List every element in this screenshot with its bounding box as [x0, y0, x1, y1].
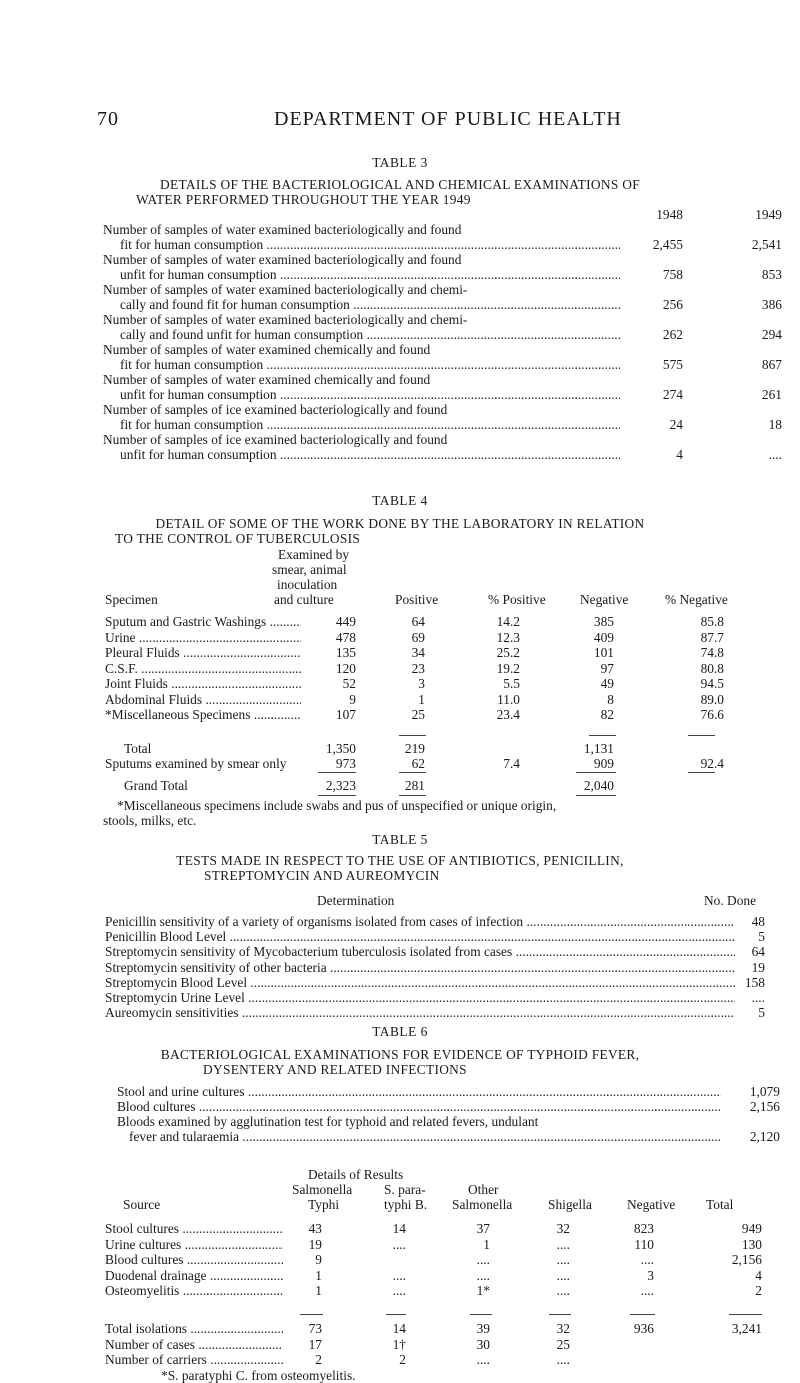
page-header-title: DEPARTMENT OF PUBLIC HEALTH — [274, 108, 622, 130]
table3-row-label-line1: Number of samples of water examined bacteriologically and chemi- — [103, 312, 468, 327]
table6-note-1: *S. paratyphi C. from osteomyelitis. — [161, 1368, 356, 1383]
table5-row-label: Penicillin sensitivity of a variety of organisms isolated from cases of infection ..... — [105, 914, 735, 929]
table3-title-line2: WATER PERFORMED THROUGHOUT THE YEAR 1949 — [136, 192, 471, 207]
table6-head-negative: Negative — [627, 1197, 676, 1212]
table6-row-c2: 14 — [392, 1221, 406, 1236]
table4-smear-pct-positive: 7.4 — [503, 756, 520, 771]
table3-col-1949: 1949 — [755, 207, 782, 222]
table4-head-examined-1: Examined by — [278, 547, 350, 562]
table4-row-positive: 25 — [411, 707, 425, 722]
table5-row-value: 48 — [751, 914, 765, 929]
table3-row-label-line2: unfit for human consumption ..... — [120, 447, 620, 462]
table4-row-examined: 107 — [335, 707, 356, 722]
table4-head-pct-positive: % Positive — [488, 592, 546, 607]
table3-title-line1: DETAILS OF THE BACTERIOLOGICAL AND CHEMICAL EXAMINATIONS OF — [160, 177, 640, 192]
table6-total-row-c5: 936 — [633, 1321, 654, 1336]
table5-row-value: 5 — [758, 1005, 765, 1020]
table5-title-line2: STREPTOMYCIN AND AUREOMYCIN — [204, 868, 440, 883]
table4-row-specimen: Abdominal Fluids ..... — [105, 692, 301, 707]
table5-row-label: Penicillin Blood Level ..... — [105, 929, 735, 944]
table4-row-pct-negative: 85.8 — [700, 614, 724, 629]
table6-bloods-line2: fever and tularaemia ..... — [129, 1129, 721, 1144]
table3-row-label-line2: cally and found fit for human consumption ..... — [120, 297, 620, 312]
table6-row-c6: 2,156 — [731, 1252, 762, 1267]
table5-row-label: Aureomycin sensitivities ..... — [105, 1005, 735, 1020]
table3-row-1949: .... — [768, 447, 782, 462]
table5-row-value: 19 — [751, 960, 765, 975]
table4-head-examined-3: inoculation — [277, 577, 338, 592]
table3-row-label-line1: Number of samples of water examined bacteriologically and chemi- — [103, 282, 468, 297]
table6-bloods-value: 2,120 — [749, 1129, 780, 1144]
table6-head-other-2: Salmonella — [452, 1197, 513, 1212]
table6-total-row-c1: 17 — [308, 1337, 322, 1352]
table3-row-1948: 758 — [662, 267, 683, 282]
table4-row-negative: 49 — [600, 676, 614, 691]
table6-row-c1: 9 — [315, 1252, 322, 1267]
table4-row-examined: 52 — [342, 676, 356, 691]
table5-row-value: 5 — [758, 929, 765, 944]
table4-total-examined: 1,350 — [325, 741, 356, 756]
table6-row-c3: 1 — [483, 1237, 490, 1252]
table4-smear-label: Sputums examined by smear only — [105, 756, 287, 771]
table6-row-source: Duodenal drainage ..... — [105, 1268, 283, 1283]
table6-row-c2: .... — [392, 1283, 406, 1298]
table3-row-label-line1: Number of samples of water examined chemically and found — [103, 342, 431, 357]
table4-head-specimen: Specimen — [105, 592, 158, 607]
table6-row-c3: 37 — [476, 1221, 490, 1236]
table4-head-positive: Positive — [395, 592, 439, 607]
table6-total-row-source: Number of carriers ..... — [105, 1352, 283, 1367]
table5-row-value: 64 — [751, 944, 765, 959]
table4-row-examined: 449 — [335, 614, 356, 629]
table3-row-1948: 262 — [662, 327, 683, 342]
table3-row-1948: 575 — [662, 357, 683, 372]
table5-row-value: 158 — [744, 975, 765, 990]
table6-summary-label: Stool and urine cultures ..... — [117, 1084, 721, 1099]
table3-row-label-line1: Number of samples of water examined bacteriologically and found — [103, 252, 462, 267]
table4-row-specimen: *Miscellaneous Specimens ..... — [105, 707, 301, 722]
table4-row-negative: 8 — [607, 692, 614, 707]
table6-title-line1: BACTERIOLOGICAL EXAMINATIONS FOR EVIDENCE OF TYPHOID FEVER, — [160, 1047, 640, 1062]
table4-smear-negative: 909 — [593, 756, 614, 771]
table6-total-row-c2: 2 — [399, 1352, 406, 1367]
table6-row-c2: .... — [392, 1237, 406, 1252]
table6-total-row-c3: 30 — [476, 1337, 490, 1352]
table4-head-examined-4: and culture — [274, 592, 334, 607]
table4-grand-examined: 2,323 — [325, 778, 356, 793]
table4-total-label: Total — [124, 741, 152, 756]
table4-footnote-1: *Miscellaneous specimens include swabs and pus of unspecified or unique origin, — [117, 798, 557, 813]
table6-total-row-c1: 73 — [308, 1321, 322, 1336]
table6-head-source: Source — [123, 1197, 161, 1212]
table6-row-c4: .... — [556, 1283, 570, 1298]
table4-footnote-2: stools, milks, etc. — [103, 813, 197, 828]
table4-row-positive: 64 — [411, 614, 425, 629]
table6-total-row-c3: 39 — [476, 1321, 490, 1336]
table6-total-row-c4: 32 — [556, 1321, 570, 1336]
table4-title-line1: DETAIL OF SOME OF THE WORK DONE BY THE LABORATORY IN RELATION — [155, 516, 645, 531]
table5-row-label: Streptomycin sensitivity of other bacteria ..... — [105, 960, 735, 975]
table5-row-label: Streptomycin Urine Level ..... — [105, 990, 735, 1005]
table6-row-c1: 1 — [315, 1268, 322, 1283]
table6-row-c6: 949 — [741, 1221, 762, 1236]
table4-row-positive: 34 — [411, 645, 425, 660]
table4-row-specimen: Joint Fluids ..... — [105, 676, 301, 691]
table3-row-1948: 256 — [662, 297, 683, 312]
table3-row-1949: 853 — [761, 267, 782, 282]
table6-total-row-source: Number of cases ..... — [105, 1337, 283, 1352]
table4-grand-positive: 281 — [404, 778, 425, 793]
table3-row-1949: 261 — [761, 387, 782, 402]
table3-row-1948: 274 — [662, 387, 683, 402]
table5-title-line1: TESTS MADE IN RESPECT TO THE USE OF ANTIBIOTICS, PENICILLIN, — [176, 853, 624, 868]
page-number: 70 — [97, 108, 119, 130]
table6-total-row-c3: .... — [476, 1352, 490, 1367]
table4-row-positive: 3 — [418, 676, 425, 691]
table6-row-source: Stool cultures ..... — [105, 1221, 283, 1236]
table6-summary-label: Blood cultures ..... — [117, 1099, 721, 1114]
table4-row-pct-positive: 23.4 — [496, 707, 520, 722]
table6-row-c5: 110 — [634, 1237, 654, 1252]
table3-row-label-line2: fit for human consumption ..... — [120, 417, 620, 432]
table4-row-negative: 82 — [600, 707, 614, 722]
table4-row-positive: 69 — [411, 630, 425, 645]
table6-row-c4: .... — [556, 1237, 570, 1252]
table4-label: TABLE 4 — [372, 493, 428, 508]
table4-row-pct-negative: 80.8 — [700, 661, 724, 676]
table3-row-1948: 24 — [669, 417, 683, 432]
table6-head-spara-2: typhi B. — [384, 1197, 428, 1212]
table6-row-c6: 4 — [755, 1268, 762, 1283]
table6-total-row-c2: 1† — [392, 1337, 406, 1352]
table4-row-pct-negative: 87.7 — [700, 630, 724, 645]
table6-row-c1: 1 — [315, 1283, 322, 1298]
table6-row-c3: .... — [476, 1252, 490, 1267]
table6-head-shigella: Shigella — [548, 1197, 592, 1212]
table6-summary-value: 2,156 — [749, 1099, 780, 1114]
table4-row-pct-positive: 14.2 — [496, 614, 520, 629]
table4-row-pct-positive: 19.2 — [496, 661, 520, 676]
table3-row-label-line2: cally and found unfit for human consumption ..... — [120, 327, 620, 342]
table3-label: TABLE 3 — [372, 155, 428, 170]
table3-row-1948: 4 — [676, 447, 683, 462]
table4-grand-label: Grand Total — [124, 778, 188, 793]
table4-row-specimen: Sputum and Gastric Washings ..... — [105, 614, 301, 629]
table5-label: TABLE 5 — [372, 832, 428, 847]
table6-row-c3: .... — [476, 1268, 490, 1283]
table6-head-salm-1: Salmonella — [292, 1182, 353, 1197]
table4-row-pct-negative: 94.5 — [700, 676, 724, 691]
table6-row-c4: .... — [556, 1268, 570, 1283]
table4-smear-pct-negative: 92.4 — [700, 756, 724, 771]
table4-row-negative: 409 — [593, 630, 614, 645]
table4-row-pct-positive: 11.0 — [497, 692, 520, 707]
table6-row-c5: 823 — [633, 1221, 654, 1236]
table3-row-1949: 2,541 — [751, 237, 782, 252]
table6-title-line2: DYSENTERY AND RELATED INFECTIONS — [203, 1062, 467, 1077]
table4-row-examined: 135 — [335, 645, 356, 660]
table4-head-negative: Negative — [580, 592, 629, 607]
table3-col-1948: 1948 — [656, 207, 683, 222]
table6-row-c5: .... — [640, 1252, 654, 1267]
table4-row-specimen: Pleural Fluids ..... — [105, 645, 301, 660]
table4-total-negative: 1,131 — [583, 741, 614, 756]
table3-row-label-line2: unfit for human consumption ..... — [120, 267, 620, 282]
table6-head-other-1: Other — [468, 1182, 499, 1197]
table6-row-c6: 2 — [755, 1283, 762, 1298]
table6-total-row-c4: 25 — [556, 1337, 570, 1352]
table6-label: TABLE 6 — [372, 1024, 428, 1039]
table6-row-c6: 130 — [741, 1237, 762, 1252]
table4-row-pct-positive: 12.3 — [496, 630, 520, 645]
table4-row-positive: 1 — [418, 692, 425, 707]
table3-row-1948: 2,455 — [652, 237, 683, 252]
table6-total-row-c6: 3,241 — [731, 1321, 762, 1336]
table3-row-1949: 867 — [761, 357, 782, 372]
table6-row-c3: 1* — [476, 1283, 490, 1298]
table4-row-negative: 101 — [593, 645, 614, 660]
table4-total-positive: 219 — [404, 741, 425, 756]
table5-row-label: Streptomycin Blood Level ..... — [105, 975, 735, 990]
table6-row-c4: .... — [556, 1252, 570, 1267]
table6-head-total: Total — [706, 1197, 734, 1212]
table6-row-c5: .... — [640, 1283, 654, 1298]
table4-row-pct-negative: 74.8 — [700, 645, 724, 660]
table4-row-specimen: C.S.F. ..... — [105, 661, 301, 676]
table5-row-value: .... — [751, 990, 765, 1005]
table4-row-pct-positive: 25.2 — [496, 645, 520, 660]
table3-row-label-line1: Number of samples of water examined chemically and found — [103, 372, 431, 387]
table6-total-row-source: Total isolations ..... — [105, 1321, 283, 1336]
table3-row-label-line2: unfit for human consumption ..... — [120, 387, 620, 402]
table4-title-line2: TO THE CONTROL OF TUBERCULOSIS — [115, 531, 361, 546]
table3-row-1949: 386 — [761, 297, 782, 312]
table4-row-negative: 385 — [593, 614, 614, 629]
table6-row-c5: 3 — [647, 1268, 654, 1283]
table4-row-examined: 9 — [349, 692, 356, 707]
table6-row-c1: 19 — [308, 1237, 322, 1252]
table6-summary-value: 1,079 — [749, 1084, 780, 1099]
table4-grand-negative: 2,040 — [583, 778, 614, 793]
table4-smear-positive: 62 — [411, 756, 425, 771]
table3-row-1949: 294 — [761, 327, 782, 342]
table3-row-1949: 18 — [768, 417, 782, 432]
table6-head-salm-2: Typhi — [308, 1197, 340, 1212]
table4-row-pct-negative: 89.0 — [700, 692, 724, 707]
table4-head-pct-negative: % Negative — [665, 592, 728, 607]
table3-row-label-line1: Number of samples of ice examined bacteriologically and found — [103, 402, 448, 417]
table6-results-title: Details of Results — [308, 1167, 404, 1182]
table4-row-pct-positive: 5.5 — [503, 676, 520, 691]
table6-head-spara-1: S. para- — [384, 1182, 426, 1197]
table6-row-c4: 32 — [556, 1221, 570, 1236]
table4-smear-examined: 973 — [335, 756, 356, 771]
table6-total-row-c2: 14 — [392, 1321, 406, 1336]
table6-row-source: Urine cultures ..... — [105, 1237, 283, 1252]
table5-head-determination: Determination — [317, 893, 395, 908]
table6-row-source: Osteomyelitis ..... — [105, 1283, 283, 1298]
table3-row-label-line2: fit for human consumption ..... — [120, 357, 620, 372]
table4-head-examined-2: smear, animal — [272, 562, 347, 577]
table6-total-row-c1: 2 — [315, 1352, 322, 1367]
table6-row-c1: 43 — [308, 1221, 322, 1236]
table5-head-no-done: No. Done — [704, 893, 757, 908]
table4-row-positive: 23 — [411, 661, 425, 676]
table5-row-label: Streptomycin sensitivity of Mycobacterium tuberculosis isolated from cases ..... — [105, 944, 735, 959]
table6-row-c2: .... — [392, 1268, 406, 1283]
table6-row-source: Blood cultures ..... — [105, 1252, 283, 1267]
table3-row-label-line2: fit for human consumption ..... — [120, 237, 620, 252]
table3-row-label-line1: Number of samples of ice examined bacteriologically and found — [103, 432, 448, 447]
table3-row-label-line1: Number of samples of water examined bacteriologically and found — [103, 222, 462, 237]
table4-row-examined: 120 — [335, 661, 356, 676]
table6-total-row-c4: .... — [556, 1352, 570, 1367]
table4-row-negative: 97 — [600, 661, 614, 676]
table6-bloods-line1: Bloods examined by agglutination test for typhoid and related fevers, undulant — [117, 1114, 539, 1129]
table4-row-specimen: Urine ..... — [105, 630, 301, 645]
table4-row-pct-negative: 76.6 — [700, 707, 724, 722]
table4-row-examined: 478 — [335, 630, 356, 645]
